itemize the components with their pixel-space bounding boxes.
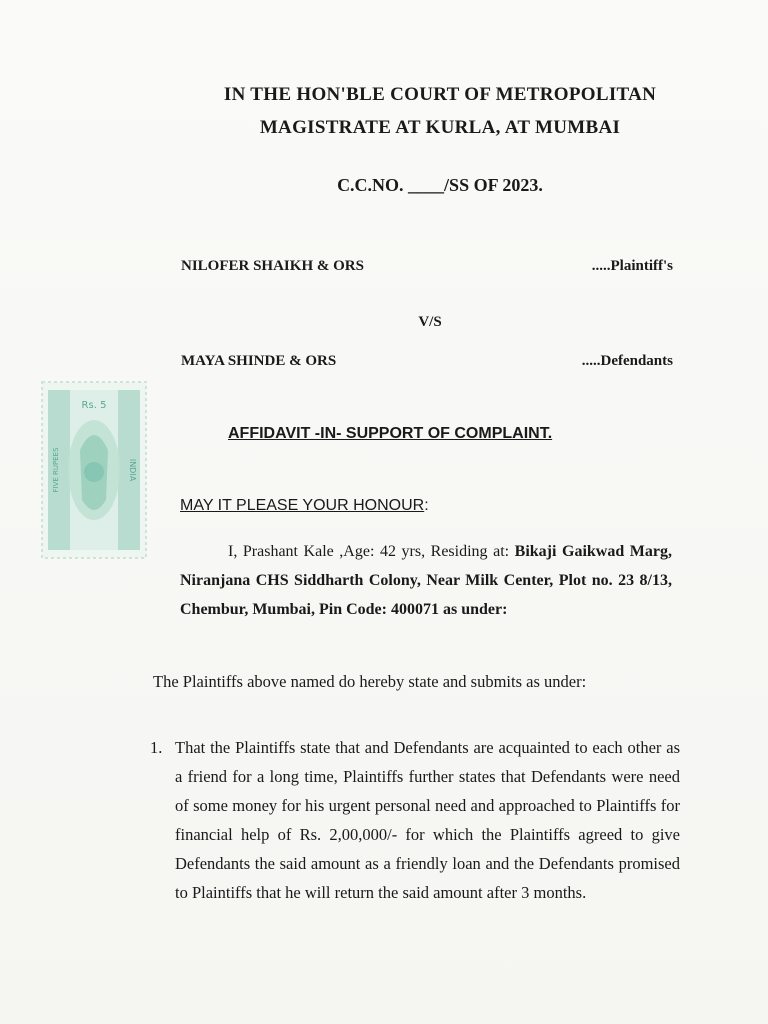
plaintiff-role: .....Plaintiff's (591, 258, 673, 274)
affidavit-heading: AFFIDAVIT -IN- SUPPORT OF COMPLAINT. (228, 425, 553, 442)
defendant-name: MAYA SHINDE & ORS (181, 353, 337, 369)
deponent-address: Bikaji Gaikwad Marg, Niranjana CHS Siddharth Colony, Near Milk Center, Plot no. 23 8/13, Chembur, Mumbai, Pin Code: 400071 as under: (180, 543, 673, 618)
point-number: 1. (150, 738, 163, 757)
case-number: C.C.NO. ____/SS OF 2023. (337, 175, 543, 195)
salutation (180, 497, 429, 515)
versus-label: V/S (418, 314, 442, 330)
salutation-text: MAY IT PLEASE YOUR HONOUR (180, 497, 425, 514)
stamp-country: INDIA (128, 458, 137, 482)
numbered-point (150, 733, 680, 907)
defendant-role: .....Defendants (581, 353, 673, 369)
court-title-line-2: MAGISTRATE AT KURLA, AT MUMBAI (259, 117, 621, 138)
plaintiff-name: NILOFER SHAIKH & ORS (181, 258, 364, 274)
stamp-denomination: FIVE RUPEES (52, 447, 60, 493)
stamp-value: Rs. 5 (81, 400, 107, 411)
court-title-line-1: IN THE HON'BLE COURT OF METROPOLITAN (223, 84, 657, 105)
revenue-stamp-icon (40, 380, 148, 560)
point-text: That the Plaintiffs state that and Defendants are acquainted to each other as a friend for a long time, Plaintiffs further states that Defendants were need of some money for his urgent personal need and approached to Plaintiffs for financial help of Rs. 2,00,000/- for which the Plaintiffs agreed to give Defendants the said amount as a friendly loan and the Defendants promised to Plaintiffs that he will return the said amount after 3 months. (175, 738, 680, 902)
deponent-paragraph (180, 537, 672, 624)
intro-statement: The Plaintiffs above named do hereby state and submits as under: (153, 672, 587, 691)
salutation-colon: : (424, 497, 429, 514)
deponent-intro: I, Prashant Kale ,Age: 42 yrs, Residing at: (228, 543, 515, 560)
